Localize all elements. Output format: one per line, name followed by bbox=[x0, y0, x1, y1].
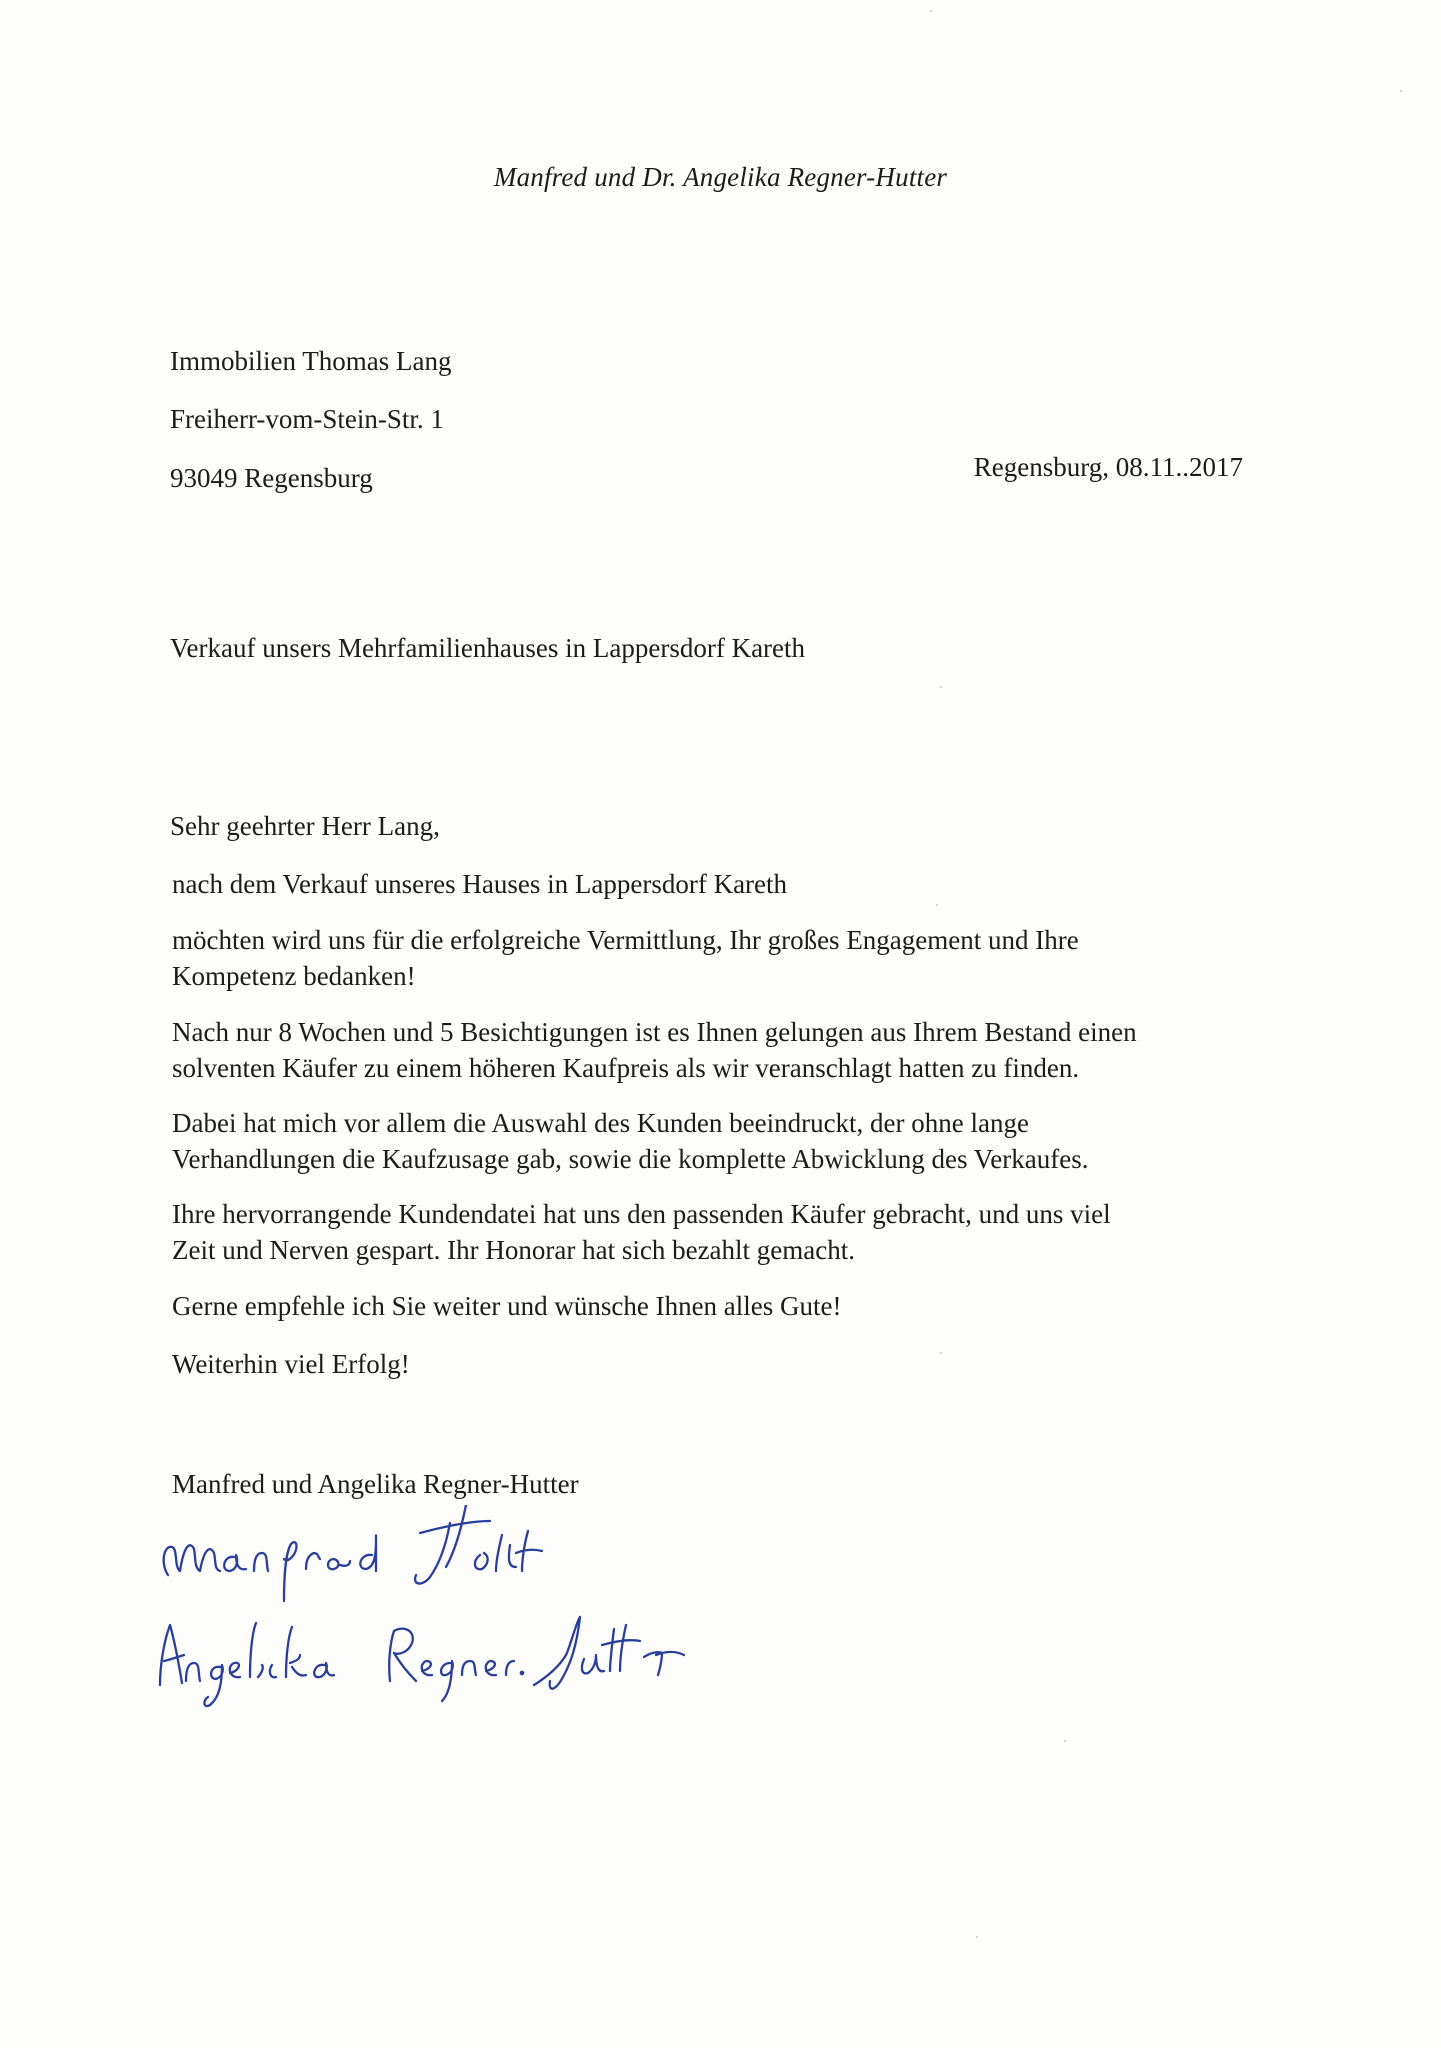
scan-speck bbox=[940, 686, 942, 688]
recipient-street: Freiherr-vom-Stein-Str. 1 bbox=[170, 404, 444, 434]
scan-speck bbox=[1400, 90, 1402, 92]
signature-stroke bbox=[582, 1655, 604, 1673]
scan-speck bbox=[930, 10, 932, 12]
recipient-name: Immobilien Thomas Lang bbox=[170, 346, 452, 376]
signature-stroke bbox=[496, 1531, 542, 1571]
handwritten-signature bbox=[150, 1505, 770, 1735]
paragraph-6-line-1: Gerne empfehle ich Sie weiter und wünsche Ihnen alles Gute! bbox=[172, 1291, 842, 1321]
signature-stroke bbox=[360, 1535, 376, 1571]
signature-stroke bbox=[284, 1542, 297, 1601]
paragraph-5-line-2: Zeit und Nerven gespart. Ihr Honorar hat sich bezahlt gemacht. bbox=[172, 1235, 855, 1265]
closing-names: Manfred und Angelika Regner-Hutter bbox=[172, 1469, 579, 1499]
signature-stroke bbox=[224, 1555, 246, 1571]
signature-stroke bbox=[462, 1661, 476, 1675]
paragraph-2-line-1: möchten wird uns für die erfolgreiche Vermittlung, Ihr großes Engagement und Ihre bbox=[172, 925, 1079, 955]
recipient-city: 93049 Regensburg bbox=[170, 463, 373, 493]
salutation: Sehr geehrter Herr Lang, bbox=[170, 811, 440, 841]
scan-speck bbox=[976, 1936, 978, 1938]
signature-stroke bbox=[422, 1661, 432, 1675]
signature-stroke bbox=[230, 1663, 240, 1677]
signature-stroke bbox=[506, 1661, 514, 1675]
signature-stroke bbox=[441, 1661, 453, 1701]
signature-stroke bbox=[254, 1553, 268, 1571]
signature-stroke bbox=[306, 1553, 320, 1569]
signature-stroke bbox=[328, 1559, 350, 1569]
signature-stroke bbox=[250, 1623, 276, 1677]
signature-stroke bbox=[164, 1545, 220, 1575]
paragraph-1-line-1: nach dem Verkauf unseres Hauses in Lappersdorf Kareth bbox=[172, 869, 788, 899]
paragraph-3-line-2: solventen Käufer zu einem höheren Kaufpreis als wir veranschlagt hatten zu finden. bbox=[172, 1053, 1080, 1083]
signature-stroke bbox=[314, 1663, 334, 1677]
signature-stroke bbox=[534, 1617, 580, 1689]
paragraph-5-line-1: Ihre hervorrangende Kundendatei hat uns den passenden Käufer gebracht, und uns viel bbox=[172, 1199, 1111, 1229]
signature-stroke bbox=[486, 1661, 496, 1675]
sender-header: Manfred und Dr. Angelika Regner-Hutter bbox=[493, 162, 948, 192]
signature-stroke bbox=[204, 1665, 222, 1706]
scan-speck bbox=[936, 904, 938, 906]
scan-speck bbox=[940, 1352, 942, 1354]
paragraph-2-line-2: Kompetenz bedanken! bbox=[172, 961, 416, 991]
scan-speck bbox=[1064, 1740, 1066, 1742]
signature-stroke bbox=[644, 1652, 684, 1675]
signature-stroke bbox=[446, 1505, 488, 1569]
place-date: Regensburg, 08.11..2017 bbox=[973, 452, 1243, 482]
paragraph-7-line-1: Weiterhin viel Erfolg! bbox=[172, 1349, 410, 1379]
subject-line: Verkauf unsers Mehrfamilienhauses in Lappersdorf Kareth bbox=[170, 633, 806, 663]
paragraph-4-line-2: Verhandlungen die Kaufzusage gab, sowie die komplette Abwicklung des Verkaufes. bbox=[172, 1144, 1089, 1174]
signature-stroke bbox=[602, 1625, 640, 1671]
signature-stroke bbox=[286, 1627, 306, 1677]
paragraph-3-line-1: Nach nur 8 Wochen und 5 Besichtigungen ist es Ihnen gelungen aus Ihrem Bestand einen bbox=[172, 1017, 1137, 1047]
signature-stroke bbox=[521, 1672, 523, 1674]
signature-stroke bbox=[160, 1625, 184, 1685]
signature-stroke bbox=[186, 1663, 200, 1681]
paragraph-4-line-1: Dabei hat mich vor allem die Auswahl des Kunden beeindruckt, der ohne lange bbox=[172, 1108, 1029, 1138]
signature-stroke bbox=[389, 1629, 416, 1681]
